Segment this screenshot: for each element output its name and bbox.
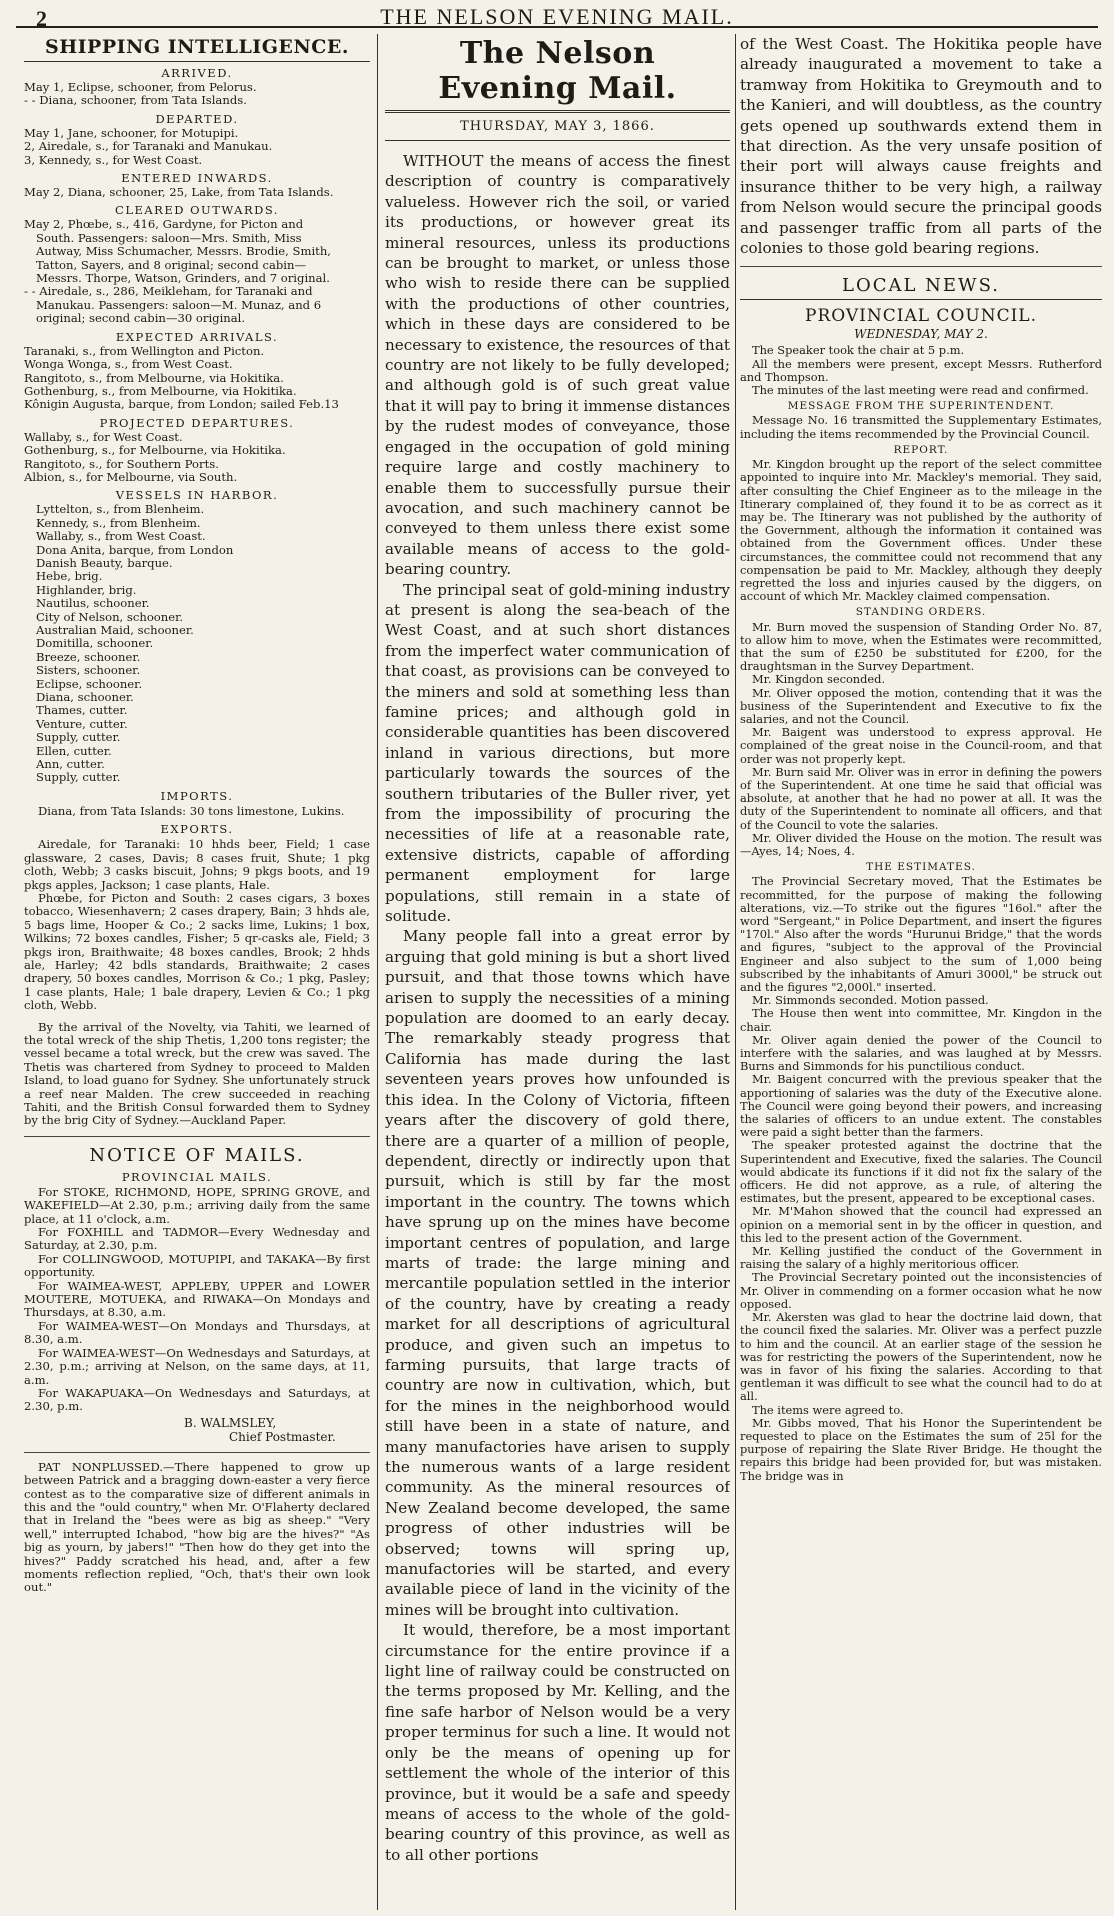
column-shipping xyxy=(24,34,370,1910)
list-item: Danish Beauty, barque. xyxy=(36,555,173,570)
list-item: May 1, Eclipse, schooner, from Pelorus. xyxy=(24,80,257,94)
list-item: 3, Kennedy, s., for West Coast. xyxy=(24,152,203,167)
list-item: Venture, cutter. xyxy=(36,716,128,731)
council-report: The Speaker took the chair at 5 p.m. All the members were present, except Messrs. Rutherford and Thompson. The minutes of the last meeting were read and confirmed. MESSAGE FROM THE SUPERINTENDENT. Message No. 16 transmitted the Supplementary Estimates, including the items recommended by the Provincial Council. REPORT. Mr. Kingdon brought up the report of the select committee appointed to inquire into Mr. Mackley's memorial. They said, after consulting the Chief Engineer as to the mileage in the Itinerary complained of, they found it to be as correct as it may be. The Itinerary was not published by the authority of the Government, although the information it contained was obtained from the Government offices. Under these circumstances, the committee could not recommend that any compensation be paid to Mr. Mackley, although they deeply regretted the loss and injuries caused by the diggers, on account of which Mr. Mackley claimed compensation. STANDING ORDERS. Mr. Burn moved the suspension of Standing Order No. 87, to allow him to move, when the Estimates were recommitted, that the sum of £250 be substituted for £200, for the draughtsman in the Survey Department. Mr. Kingdon seconded. Mr. Oliver opposed the motion, contending that it was the business of the Superintendent and Executive to fix the salaries, and not the Council. Mr. Baigent was understood to express approval. He complained of the great noise in the Council-room, and that order was not properly kept. Mr. Burn said Mr. Oliver was in error in defining the powers of the Superintendent. At one time he said that official was absolute, at another that he had no power at all. It was the duty of the Superintendent to nominate all officers, and that of the Council to vote the salaries. Mr. Oliver divided the House on the motion. The result was—Ayes, 14; Noes, 4. THE ESTIMATES. The Provincial Secretary moved, That the Estimates be recommitted, for the purpose of making the following alterations, viz.—To strike out the figures "16ol." after the word "Sergeant," in Police Department, and insert the figures "170l." Also after the words "Hurunui Bridge," that the words and figures, "subject to the approval of the Provincial Engineer and also subject to the sum of 1,000 being subscribed by the inhabitants of Amuri 3000l," be struck out and the figures "2,000l." inserted. Mr. Simmonds seconded. Motion passed. The House then went into committee, Mr. Kingdon in the chair. Mr. Oliver again denied the power of the Council to interfere with the salaries, and was laughed at by Messrs. Burns and Simmonds for his punctilious conduct. Mr. Baigent concurred with the previous speaker that the apportioning of salaries was the duty of the Executive alone. The Council were going beyond their powers, and increasing the salaries of officers to an undue extent. The constables were paid a sight better than the farmers. The speaker protested against the doctrine that the Superintendent and Executive, fixed the salaries. The Council would abdicate its functions if it did not fix the salary of the officers. He did not approve, as a rule, of altering the estimates, but the present, appeared to be exceptional cases. Mr. M'Mahon showed that the council had expressed an opinion on a memorial sent in by the officer in question, and this led to the present action of the Government. Mr. Kelling justified the conduct of the Government in raising the salary of a highly meritorious officer. The Provincial Secretary pointed out the inconsistencies of Mr. Oliver in commending on a former occasion what he now opposed. Mr. Akersten was glad to hear the doctrine laid down, that the council fixed the salaries. Mr. Oliver was a perfect puzzle to him and the council. At an earlier stage of the session he was for restricting the powers of the Superintendent, now he was in favor of his fixing the salaries. According to that gentleman it was difficult to see what the council had to do at all. The items were agreed to. Mr. Gibbs moved, That his Honor the Superintendent be requested to place on the Estimates the sum of 25l for the purpose of repairing the Slate River Bridge. He thought the repairs this bridge had been provided for, but was mistaken. The bridge was in xyxy=(740,343,1102,1483)
list-item: Rangitoto, s., from Melbourne, via Hokitika. xyxy=(24,370,284,385)
list-item: For WAKAPUAKA—On Wednesdays and Saturdays, at 2.30, p.m. xyxy=(24,1385,370,1414)
entered-heading: ENTERED INWARDS. xyxy=(121,171,273,186)
list-item: Nautilus, schooner. xyxy=(36,596,150,611)
council-title: PROVINCIAL COUNCIL. xyxy=(805,306,1037,327)
list-item: May 1, Jane, schooner, for Motupipi. xyxy=(24,125,239,140)
list-item: For FOXHILL and TADMOR—Every Wednesday and Saturday, at 2.30, p.m. xyxy=(24,1225,370,1253)
list-item: City of Nelson, schooner. xyxy=(36,609,184,624)
divider xyxy=(740,266,1102,267)
list-item: Wallaby, s., for West Coast. xyxy=(24,429,183,444)
list-item: Taranaki, s., from Wellington and Picton. xyxy=(24,343,265,358)
list-item: Sisters, schooner. xyxy=(36,663,141,678)
paragraph: WITHOUT the means of access the finest description of country is comparatively valueless. However rich the soil, or varied its productions, or however great its mineral resources, unless its productions can be brought to market, or unless those who wish to reside there can be supplied with the productions of other countries, which in these days are considered to be necessary to existence, the resources of that country are not likely to be fully developed; and although gold is of such great value that it will pay to bring it immense distances by the rudest modes of conveyance, those engaged in the occupation of gold mining require large and costly machinery to enable them to successfully pursue their avocation, and such machinery cannot be conveyed to them unless there exist some available means of access to the gold-bearing country. xyxy=(385,152,730,579)
paragraph: Many people fall into a great error by arguing that gold mining is but a short lived pursuit, and that those towns which have arisen to supply the necessities of a mining population are doomed to an early decay. The remarkably steady progress that California has made during the last seventeen years proves how unfounded is this idea. In the Colony of Victoria, fifteen years after the discovery of gold there, there are a quarter of a million of people, dependent, directly or indirectly upon that pursuit, which is still by far the most important in the country. The towns which have sprung up on the mines have become important centres of population, and large marts of trade: the large mining and mercantile population settled in the interior of the country, have by creating a ready market for all descriptions of agricultural produce, and given such an impetus to farming pursuits, that large tracts of country are now in cultivation, which, but for the mines in the neighborhood would still have been in a state of nature, and many manufactories have arisen to supply the numerous wants of a large resident community. As the mineral resources of New Zealand become developed, the same progress of other industries will be observed; towns will spring up, manufactories will be started, and every available piece of land in the vicinity of the mines will be brought into cultivation. xyxy=(385,927,730,1619)
list-item: For COLLINGWOOD, MOTUPIPI, and TAKAKA—By first opportunity. xyxy=(24,1251,370,1280)
mails-list xyxy=(24,1186,370,1414)
list-item: Thames, cutter. xyxy=(36,703,128,718)
list-item: Supply, cutter. xyxy=(36,730,121,745)
council-date: WEDNESDAY, MAY 2. xyxy=(854,327,988,342)
mails-subtitle: PROVINCIAL MAILS. xyxy=(121,1169,273,1184)
list-item: Messrs. Thorpe, Watson, Grinders, and 7 original. xyxy=(36,271,330,286)
list-item: Dona Anita, barque, from London xyxy=(36,542,234,557)
nameplate: The Nelson Evening Mail. xyxy=(438,36,677,106)
estimates-heading: THE ESTIMATES. xyxy=(866,861,976,874)
masthead xyxy=(16,4,1098,31)
divider xyxy=(24,1452,370,1453)
list-item: Kennedy, s., from Blenheim. xyxy=(36,515,201,530)
list-item: Albion, s., for Melbourne, via South. xyxy=(24,469,238,484)
list-item: South. Passengers: saloon—Mrs. Smith, Miss xyxy=(36,230,302,245)
local-news-title: LOCAL NEWS. xyxy=(740,275,1102,300)
message-heading: MESSAGE FROM THE SUPERINTENDENT. xyxy=(787,400,1055,413)
thetis-note: By the arrival of the Novelty, via Tahiti, we learned of the total wreck of the ship Thetis, 1,200 tons register; the vessel became a total wreck, but the crew was saved. The Thetis was chartered from Sydney to proceed to Malden Island, to load guano for Sydney. She unfortunately struck a reef near Malden. The crew succeeded in reaching Tahiti, and the British Consul forwarded them to Sydney by the brig City of Sydney.—Auckland Paper. xyxy=(24,1019,370,1128)
departed-heading: DEPARTED. xyxy=(155,111,239,126)
list-item: Ann, cutter. xyxy=(36,757,105,772)
list-item: Supply, cutter. xyxy=(36,770,121,785)
list-item: - - Diana, schooner, from Tata Islands. xyxy=(24,93,247,108)
list-item: Hebe, brig. xyxy=(36,569,103,584)
list-item: Gothenburg, s., from Melbourne, via Hokitika. xyxy=(24,383,297,398)
editorial-body xyxy=(385,151,730,1865)
list-item: Wallaby, s., from West Coast. xyxy=(36,529,206,544)
anecdote: PAT NONPLUSSED.—There happened to grow up between Patrick and a bragging down-easter a very fierce contest as to the comparative size of different animals in this and the "ould country," when Mr. O'Flaherty declared that in Ireland the "bees were as big as sheep." "Very well," interrupted Ichabod, "how big are the hives?" "As big as yourn, by jabers!" "Then how do they get into the hives?" Paddy scratched his head, and, after a few moments reflection replied, "Och, that's their own look out." xyxy=(24,1459,370,1595)
page-number: 2 xyxy=(36,6,47,31)
divider xyxy=(24,1136,370,1137)
list-item: Manukau. Passengers: saloon—M. Munaz, and 6 xyxy=(36,297,322,312)
list-item: 2, Airedale, s., for Taranaki and Manukau. xyxy=(24,139,273,154)
mails-title: NOTICE OF MAILS. xyxy=(89,1144,305,1166)
report-heading: REPORT. xyxy=(893,443,949,456)
mails-signature-title: Chief Postmaster. xyxy=(229,1429,336,1444)
list-item: For WAIMEA-WEST—On Wednesdays and Saturdays, at 2.30, p.m.; arriving at Nelson, on the same days, at 11, a.m. xyxy=(24,1345,370,1387)
list-item: Gothenburg, s., for Melbourne, via Hokitika. xyxy=(24,443,286,458)
list-item: Tatton, Sayers, and 8 original; second cabin— xyxy=(36,257,307,272)
list-item: Lyttelton, s., from Blenheim. xyxy=(36,502,205,517)
cleared-heading: CLEARED OUTWARDS. xyxy=(115,203,279,218)
list-item: Highlander, brig. xyxy=(36,582,137,597)
list-item: Domitilla, schooner. xyxy=(36,636,154,651)
list-item: Ellen, cutter. xyxy=(36,743,112,758)
column-rule-1 xyxy=(377,34,378,1910)
column-editorial xyxy=(385,34,730,1910)
list-item: Diana, schooner. xyxy=(36,690,134,705)
exports-text: Airedale, for Taranaki: 10 hhds beer, Field; 1 case glassware, 2 cases, Davis; 8 cases fruit, Shute; 1 pkg cloth, Webb; 3 casks biscuit, Johns; 9 pkgs boots, and 19 pkgs apples, Jackson; 1 case plants, Hale. Phœbe, for Picton and South: 2 cases cigars, 3 boxes tobacco, Wiesenhavern; 2 cases drapery, Bain; 3 hhds ale, 5 bags lime, Hooper & Co.; 2 sacks lime, Lukins; 1 box, Wilkins; 72 boxes candles, Fisher; 5 qr-casks ale, Field; 3 pkgs iron, Braithwaite; 48 boxes candles, Brook; 2 hhds ale, Harley; 42 bdls standards, Braithwaite; 2 cases drapery, 50 boxes candles, Morrison & Co.; 1 pkg, Pasley; 1 case plants, Hale; 1 bale drapery, Levien & Co.; 1 pkg cloth, Webb. xyxy=(24,837,370,1013)
vessels-heading: VESSELS IN HARBOR. xyxy=(115,488,279,503)
mails-signature: B. WALMSLEY, xyxy=(184,1415,277,1430)
list-item: Kônigin Augusta, barque, from London; sailed Feb.13 xyxy=(24,397,339,412)
imports-heading: IMPORTS. xyxy=(160,788,234,803)
column-local-news xyxy=(740,34,1102,1910)
arrived-heading: ARRIVED. xyxy=(161,66,233,80)
list-item: Eclipse, schooner. xyxy=(36,676,143,691)
expected-heading: EXPECTED ARRIVALS. xyxy=(115,329,279,344)
list-item: For WAIMEA-WEST—On Mondays and Thursdays, at 8.30, a.m. xyxy=(24,1318,370,1347)
list-item: May 2, Diana, schooner, 25, Lake, from Tata Islands. xyxy=(24,185,334,200)
standing-orders-heading: STANDING ORDERS. xyxy=(855,606,987,619)
exports-heading: EXPORTS. xyxy=(160,822,234,837)
imports-text: Diana, from Tata Islands: 30 tons limestone, Lukins. xyxy=(38,803,345,818)
list-item: Breeze, schooner. xyxy=(36,649,141,664)
projected-heading: PROJECTED DEPARTURES. xyxy=(99,415,295,430)
list-item: For STOKE, RICHMOND, HOPE, SPRING GROVE, and WAKEFIELD—At 2.30, p.m.; arriving daily from the same place, at 11 o'clock, a.m. xyxy=(24,1184,370,1226)
list-item: - - Airedale, s., 286, Meikleham, for Taranaki and xyxy=(24,284,313,299)
list-item: For WAIMEA-WEST, APPLEBY, UPPER and LOWER MOUTERE, MOTUEKA, and RIWAKA—On Mondays and Thursdays, at 8.30, a.m. xyxy=(24,1278,370,1320)
paragraph: It would, therefore, be a most important circumstance for the entire province if a light line of railway could be constructed on the terms proposed by Mr. Kelling, and the fine safe harbor of Nelson would be a very proper terminus for such a line. It would not only be the means of opening up for settlement the whole of the interior of this province, but it would be a safe and speedy means of access to the whole of the gold-bearing country of this province, as well as to all other portions xyxy=(385,1621,730,1864)
list-item: Wonga Wonga, s., from West Coast. xyxy=(24,357,233,372)
running-title: THE NELSON EVENING MAIL. xyxy=(380,4,734,29)
list-item: Australian Maid, schooner. xyxy=(36,623,194,637)
shipping-title: SHIPPING INTELLIGENCE. xyxy=(24,36,370,62)
paragraph: The principal seat of gold-mining industry at present is along the sea-beach of the West Coast, and at such short distances from the imperfect water communication of that coast, as provisions can be conveyed to the miners and sold at something less than famine prices; and although gold in considerable quantities has been discovered inland in various directions, but more particularly towards the sources of the southern tributaries of the Buller river, yet from the impossibility of procuring the necessities of life at a reasonable rate, extensive districts, capable of affording permanent employment for large populations, still remain in a state of solitude. xyxy=(385,580,730,926)
column-rule-2 xyxy=(735,34,736,1910)
editorial-continuation: of the West Coast. The Hokitika people have already inaugurated a movement to take a tramway from Hokitika to Greymouth and to the Kanieri, and will doubtless, as the country gets opened up southwards extend them in that direction. As the very unsafe position of their port will always cause freights and insurance thither to be very high, a railway from Nelson would secure the principal goods and passenger traffic from all parts of the colonies to those gold bearing regions. xyxy=(740,35,1102,258)
list-item: original; second cabin—30 original. xyxy=(36,311,246,326)
list-item: May 2, Phœbe, s., 416, Gardyne, for Picton and xyxy=(24,217,304,232)
dateline: THURSDAY, MAY 3, 1866. xyxy=(385,110,730,141)
list-item: Rangitoto, s., for Southern Ports. xyxy=(24,456,219,471)
list-item: Autway, Miss Schumacher, Messrs. Brodie, Smith, xyxy=(36,244,331,259)
